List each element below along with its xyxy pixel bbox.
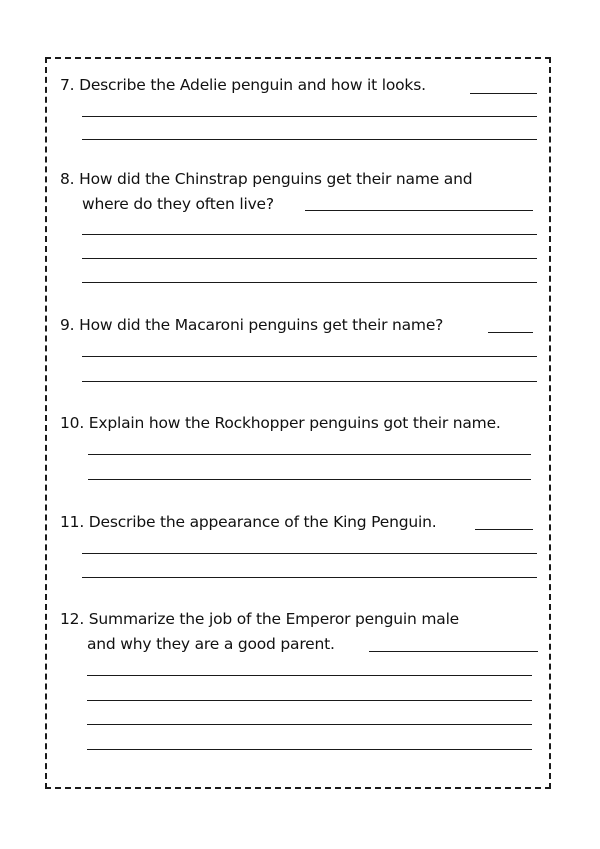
answer-line[interactable] [82,139,537,140]
answer-line[interactable] [87,724,532,725]
answer-line[interactable] [87,700,532,701]
question-11: 11. Describe the appearance of the King Penguin. [60,513,437,531]
question-12-line-2: and why they are a good parent. [87,635,335,653]
question-10: 10. Explain how the Rockhopper penguins got their name. [60,414,501,432]
answer-line[interactable] [470,93,537,94]
answer-line[interactable] [82,234,537,235]
answer-line[interactable] [82,282,537,283]
answer-line[interactable] [488,332,533,333]
question-7: 7. Describe the Adelie penguin and how it looks. [60,76,426,94]
answer-line[interactable] [88,454,531,455]
answer-line[interactable] [82,381,537,382]
question-9: 9. How did the Macaroni penguins get their name? [60,316,444,334]
answer-line[interactable] [82,116,537,117]
answer-line[interactable] [82,577,537,578]
answer-line[interactable] [87,675,532,676]
answer-line[interactable] [475,529,533,530]
answer-line[interactable] [87,749,532,750]
answer-line[interactable] [82,258,537,259]
question-8-line-2: where do they often live? [82,195,274,213]
question-12-line-1: 12. Summarize the job of the Emperor penguin male [60,610,460,628]
answer-line[interactable] [82,553,537,554]
answer-line[interactable] [82,356,537,357]
answer-line[interactable] [305,210,533,211]
answer-line[interactable] [88,479,531,480]
answer-line[interactable] [369,651,538,652]
question-8-line-1: 8. How did the Chinstrap penguins get their name and [60,170,473,188]
